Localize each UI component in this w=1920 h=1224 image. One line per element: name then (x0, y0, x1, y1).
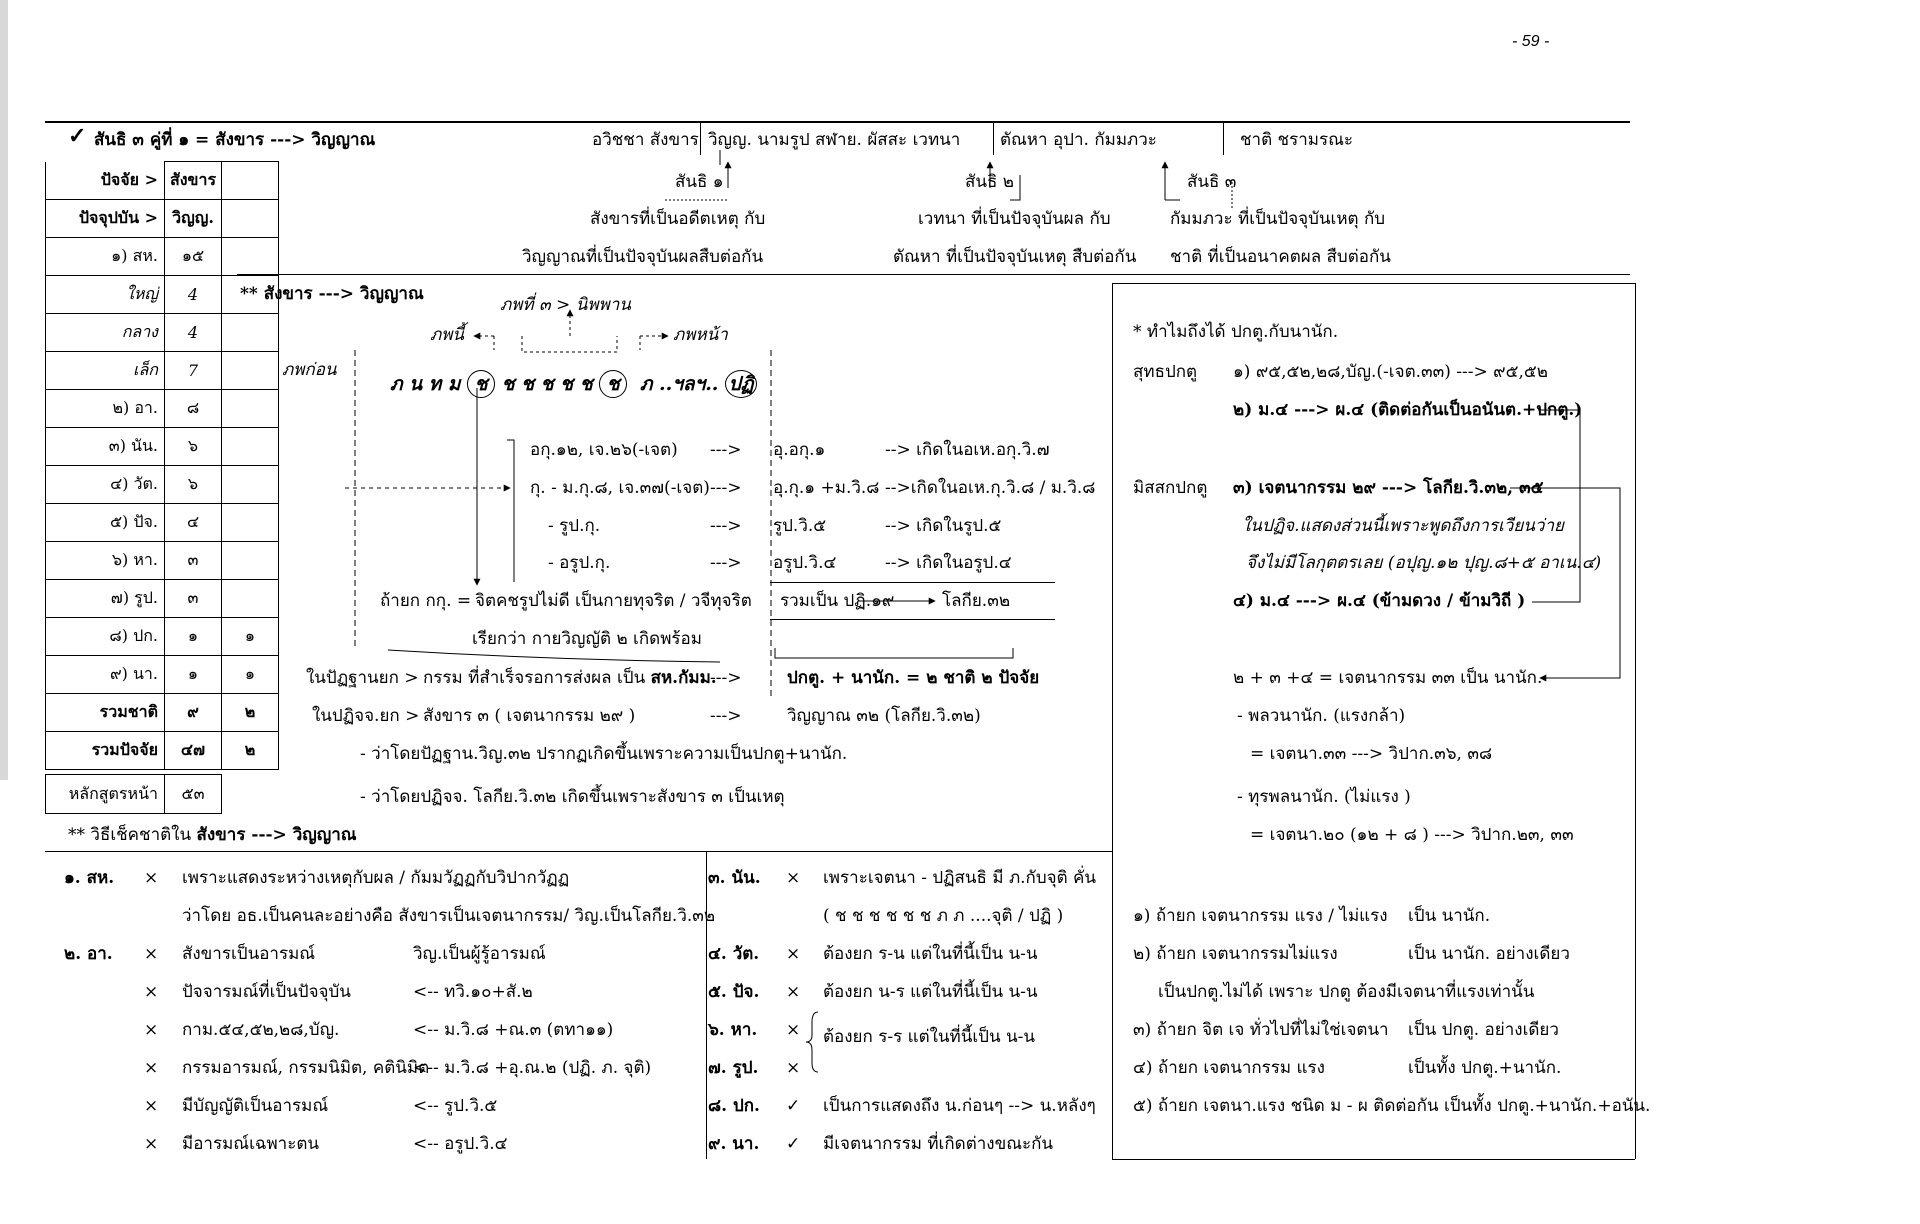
seq-part-a: ภ น ท ม (390, 373, 461, 395)
bhava-this-label: ภพนี้ (430, 325, 465, 345)
check-mid-text: มีเจตนากรรม ที่เกิดต่างขณะกัน (823, 1134, 1054, 1154)
kk-text: จิตคชรูปไม่ดี เป็นกายทุจริต / วจีทุจริต (475, 591, 752, 611)
sandhi-2-desc-b: ตัณหา ที่เป็นปัจจุบันเหตุ สืบต่อกัน (893, 247, 1137, 267)
check-mid-mark: ✓ (786, 1096, 801, 1116)
bhava-3-label: ภพที่ ๓ > นิพพาน (500, 295, 631, 315)
header-title: สันธิ ๓ คู่ที่ ๑ = สังขาร ---> วิญญาณ (94, 130, 376, 150)
check-right-result: เป็น ปกตู. อย่างเดียว (1408, 1020, 1559, 1040)
mapping-4-right: อรูป.วิ.๔ (773, 553, 837, 573)
patthana-label: ในปัฏฐานยก > (306, 668, 419, 688)
check-left-mark: × (144, 868, 159, 888)
check-left-text: กาม.๕๔,๕๒,๒๘,บัญ. (182, 1020, 340, 1040)
sum-result: โลกีย.๓๒ (942, 591, 1011, 611)
factor-sankhara-value: ๔๗ (165, 732, 222, 770)
mapping-2-right: อุ.กุ.๑ +ม.วิ.๘ (773, 478, 880, 498)
missaka-label: มิสสกปกตู (1133, 478, 1208, 498)
sandhi-2-desc-a: เวทนา ที่เป็นปัจจุบันผล กับ (918, 209, 1111, 229)
sandhi-2-bracket (1010, 175, 1020, 200)
check-mid-text: ต้องยก น-ร แต่ในที่นี้เป็น น-น (823, 982, 1038, 1002)
mapping-2-result: -->เกิดในอเห.กุ.วิ.๘ / ม.วิ.๘ (885, 478, 1096, 498)
factor-label: เล็ก (46, 352, 165, 390)
paticca-arrow: ---> (710, 706, 742, 726)
mapping-1-right: อุ.อกุ.๑ (773, 440, 826, 460)
missaka-connector (1510, 488, 1620, 678)
chain-segment-1: อวิชชา สังขาร (592, 130, 699, 150)
check-mid-label: ๖. หา. (708, 1020, 758, 1040)
check-left-text: มีบัญญัติเป็นอารมณ์ (182, 1096, 329, 1116)
formula-3: = เจตนา.๓๓ ---> วิปาก.๓๖, ๓๘ (1250, 744, 1493, 764)
seq-circle-3: ปฏิ (725, 370, 757, 398)
factor-sankhara-value: 7 (165, 352, 222, 390)
factor-label: ๔) วัต. (46, 466, 165, 504)
kk-label: ถ้ายก กกุ. = (380, 591, 472, 611)
factor-sankhara-value: สังขาร (165, 162, 222, 200)
factor-label: ๗) รูป. (46, 580, 165, 618)
factor-sankhara-value: 4 (165, 276, 222, 314)
brace-67 (806, 1012, 818, 1072)
patthana-text-main: กรรม ที่สำเร็จรอการส่งผล เป็น (423, 668, 646, 688)
chain-segment-4: ชาติ ชรามรณะ (1240, 130, 1353, 150)
mapping-4-result: --> เกิดในอรูป.๔ (885, 553, 1012, 573)
check-mid-label: ๘. ปก. (708, 1096, 760, 1116)
check-left-mark: × (144, 1134, 159, 1154)
factor-label: ๑) สห. (46, 238, 165, 276)
note-1: - ว่าโดยปัฏฐาน.วิญ.๓๒ ปรากฏเกิดขึ้นเพราะความเป็นปกตู+นานัก. (360, 744, 848, 764)
check-right-text: ๒) ถ้ายก เจตนากรรมไม่แรง (1133, 944, 1338, 964)
note-2: - ว่าโดยปฏิจจ. โลกีย.วิ.๓๒ เกิดขึ้นเพราะสังขาร ๓ เป็นเหตุ (360, 787, 785, 807)
section-heading: ** สังขาร ---> วิญญาณ (240, 284, 424, 304)
factor-label: ๘) ปก. (46, 618, 165, 656)
check-left-text: ว่าโดย อธ.เป็นคนละอย่างคือ สังขารเป็นเจตนากรรม/ วิญ.เป็นโลกีย.วิ.๓๒ (182, 906, 716, 926)
check-left-ref: <-- อรูป.วิ.๔ (413, 1134, 508, 1154)
mapping-1-left: อกุ.๑๒, เจ.๒๖(-เจต) (530, 440, 678, 460)
factor-sankhara-value: วิญญ. (165, 200, 222, 238)
factor-label: ๒) อา. (46, 390, 165, 428)
seq-part-b: ช ช ช ช ช (501, 373, 593, 395)
brace-text: ต้องยก ร-ร แต่ในที่นี้เป็น น-น (823, 1027, 1035, 1047)
suddha-item-2: ๒) ม.๔ ---> ผ.๔ (ติดต่อกันเป็นอนันต.+ปกตู.) (1233, 400, 1583, 420)
factor-label: ปัจจุปบัน > (46, 200, 165, 238)
factor-sankhara-value: ๘ (165, 390, 222, 428)
formula-4: - ทุรพลนานัก. (ไม่แรง ) (1237, 787, 1411, 807)
sandhi-2-label: สันธิ ๒ (965, 172, 1014, 192)
suddha-item-1: ๑) ๙๕,๕๒,๒๘,บัญ.(-เจต.๓๓) ---> ๙๕,๕๒ (1233, 362, 1548, 382)
missaka-item-3: ๓) เจตนากรรม ๒๙ ---> โลกีย.วิ.๓๒, ๓๕ (1233, 478, 1544, 498)
missaka-note-1: ในปฏิจ.แสดงส่วนนี้เพราะพูดถึงการเวียนว่าย (1242, 516, 1564, 536)
check-mid-label: ๗. รูป. (708, 1058, 759, 1078)
check-mid-text: เพราะเจตนา - ปฏิสนธิ มี ภ.กับจุติ คั่น (823, 868, 1097, 888)
check-mid-text: ต้องยก ร-น แต่ในที่นี้เป็น น-น (823, 944, 1038, 964)
check-mid-label: ๙. นา. (708, 1134, 760, 1154)
sandhi-3-desc-a: กัมมภวะ ที่เป็นปัจจุบันเหตุ กับ (1170, 209, 1386, 229)
check-right-text: ๔) ถ้ายก เจตนากรรม แรง (1133, 1058, 1325, 1078)
factor-label: ๖) หา. (46, 542, 165, 580)
page-number: - 59 - (1512, 33, 1550, 50)
formula-2: - พลวนานัก. (แรงกล้า) (1237, 706, 1406, 726)
factor-sankhara-value: ๑ (165, 618, 222, 656)
chain-segment-3: ตัณหา อุปา. กัมมภวะ (1000, 130, 1157, 150)
bhava-prev-label: ภพก่อน (282, 360, 337, 380)
sandhi-3-desc-b: ชาติ ที่เป็นอนาคตผล สืบต่อกัน (1170, 247, 1391, 267)
factor-label: ๕) ปัจ. (46, 504, 165, 542)
check-right-text: ๑) ถ้ายก เจตนากรรม แรง / ไม่แรง (1133, 906, 1388, 926)
bhava-3-bracket (522, 336, 617, 352)
check-left-text: กรรมอารมณ์, กรรมนิมิต, คตินิมิต (182, 1058, 430, 1078)
right-question: * ทำไมถึงได้ ปกตู.กับนานัก. (1133, 322, 1339, 342)
mapping-1-result: --> เกิดในอเห.อกุ.วิ.๗ (885, 440, 1050, 460)
footnote-text: ** วิธีเช็คชาติใน (68, 825, 192, 845)
factor-vinnana-value: ๑ (222, 618, 279, 656)
check-mid-mark: × (786, 1020, 801, 1040)
mapping-2-arrow: ---> (710, 478, 742, 498)
check-mid-text: ( ช ช ช ช ช ช ภ ภ ....จุติ / ปฏิ ) (823, 906, 1064, 926)
paticca-label: ในปฏิจจ.ยก > (312, 706, 420, 726)
check-left-mark: × (144, 1096, 159, 1116)
patthana-arrow: ---> (710, 668, 742, 688)
check-left-mark: × (144, 982, 159, 1002)
mapping-1-arrow: ---> (710, 440, 742, 460)
check-mid-mark: × (786, 982, 801, 1002)
patthana-text-bold: สห.กัมม. (650, 668, 717, 688)
sandhi-1-desc-b: วิญญาณที่เป็นปัจจุบันผลสืบต่อกัน (522, 247, 764, 267)
check-mid-text: เป็นการแสดงถึง น.ก่อนๆ --> น.หลังๆ (823, 1096, 1096, 1116)
check-left-ref: <-- ม.วิ.๘ +อุ.ณ.๒ (ปฏิ. ภ. จุติ) (413, 1058, 652, 1078)
sum-bracket (775, 648, 1013, 658)
mapping-3-arrow: ---> (710, 516, 742, 536)
paticca-text: สังขาร ๓ ( เจตนากรรม ๒๙ ) (423, 706, 636, 726)
factor-vinnana-value: ๑ (222, 656, 279, 694)
factor-sankhara-value: ๓ (165, 542, 222, 580)
check-left-text: สังขารเป็นอารมณ์ (182, 944, 316, 964)
check-right-text: เป็นปกตู.ไม่ได้ เพราะ ปกตู ต้องมีเจตนาที่แรงเท่านั้น (1158, 982, 1535, 1002)
check-right-text: ๓) ถ้ายก จิต เจ ทั่วไปที่ไม่ใช่เจตนา (1133, 1020, 1389, 1040)
footnote-bold: สังขาร ---> วิญญาณ (196, 825, 357, 845)
factor-label: ๓) นัน. (46, 428, 165, 466)
suddha-label: สุทธปกตู (1133, 362, 1198, 382)
check-mid-label: ๕. ปัจ. (708, 982, 760, 1002)
check-left-text: ปัจจารมณ์ที่เป็นปัจจุบัน (182, 982, 351, 1002)
missaka-item-4: ๔) ม.๔ ---> ผ.๔ (ข้ามดวง / ข้ามวิถี ) (1233, 591, 1526, 611)
factor-label: รวมชาติ (46, 694, 165, 732)
check-left-ref: <-- ม.วิ.๘ +ณ.๓ (ตทา๑๑) (413, 1020, 614, 1040)
factor-sankhara-value: ๑ (165, 656, 222, 694)
factor-vinnana-value: ๒ (222, 694, 279, 732)
mapping-3-left: - รูป.กุ. (548, 516, 601, 536)
check-mid-mark: × (786, 1058, 801, 1078)
formula-5: = เจตนา.๒๐ (๑๒ + ๘ ) ---> วิปาก.๒๓, ๓๓ (1250, 825, 1574, 845)
check-left-label: ๒. อา. (64, 944, 113, 964)
check-mid-label: ๓. นัน. (708, 868, 761, 888)
factor-label: ๙) นา. (46, 656, 165, 694)
check-left-text: มีอารมณ์เฉพาะตน (182, 1134, 320, 1154)
mapping-4-arrow: ---> (710, 553, 742, 573)
patthana-result: ปกตู. + นานัก. = ๒ ชาติ ๒ ปัจจัย (787, 668, 1040, 688)
mapping-4-left: - อรูป.กุ. (548, 553, 611, 573)
check-right-result: เป็นทั้ง ปกตู.+นานัก. (1408, 1058, 1562, 1078)
chain-segment-2: วิญญ. นามรูป สฬาย. ผัสสะ เวทนา (708, 130, 961, 150)
check-left-label: ๑. สห. (64, 868, 115, 888)
check-left-ref: <-- รูป.วิ.๕ (413, 1096, 498, 1116)
factor-sankhara-value: ๖ (165, 466, 222, 504)
check-icon: ✓ (68, 123, 87, 149)
check-right-result: เป็น นานัก. (1408, 906, 1491, 926)
check-left-mark: × (144, 1020, 159, 1040)
sandhi-1-label: สันธิ ๑ (675, 172, 724, 192)
seq-circle-1: ช (467, 370, 495, 398)
seq-part-d: ภ ..ฯลฯ.. (639, 373, 719, 395)
factor-sankhara-value: ๖ (165, 428, 222, 466)
check-left-mark: × (144, 944, 159, 964)
course-page-value: ๕๓ (165, 775, 222, 814)
check-left-mark: × (144, 1058, 159, 1078)
kk-underline (388, 650, 720, 662)
factor-label: ปัจจัย > (46, 162, 165, 200)
factor-sankhara-value: ๑๕ (165, 238, 222, 276)
check-mid-mark: × (786, 944, 801, 964)
suddha-connector (1532, 410, 1580, 602)
factor-vinnana-value: ๒ (222, 732, 279, 770)
check-left-ref: <-- ทวิ.๑๐+สั.๒ (413, 982, 533, 1002)
factor-sankhara-value: ๓ (165, 580, 222, 618)
sum-text: รวมเป็น ปฏิ.๑๙ (780, 591, 895, 611)
sandhi-1-desc-a: สังขารที่เป็นอดีตเหตุ กับ (590, 209, 766, 229)
mapping-3-result: --> เกิดในรูป.๕ (885, 516, 1002, 536)
mapping-2-left: กุ. - ม.กุ.๘, เจ.๓๗(-เจต) (530, 478, 710, 498)
factor-sankhara-value: ๙ (165, 694, 222, 732)
missaka-note-2: จึงไม่มีโลกุตตรเลย (อปุญ.๑๒ ปุญ.๘+๕ อาเน.๔) (1246, 553, 1602, 573)
sandhi-3-label: สันธิ ๓ (1187, 172, 1237, 192)
factor-label: กลาง (46, 314, 165, 352)
paticca-result: วิญญาณ ๓๒ (โลกีย.วิ.๓๒) (787, 706, 981, 726)
seq-circle-2: ช (599, 370, 627, 398)
course-page-label: หลักสูตรหน้า (46, 775, 165, 814)
factor-label: ใหญ่ (46, 276, 165, 314)
check-mid-mark: × (786, 868, 801, 888)
check-mid-label: ๔. วัต. (708, 944, 760, 964)
factor-sankhara-value: ๔ (165, 504, 222, 542)
check-mid-mark: ✓ (786, 1134, 801, 1154)
check-right-text: ๕) ถ้ายก เจตนา.แรง ชนิด ม - ผ ติดต่อกัน เป็นทั้ง ปกตู.+นานัก.+อนัน. (1133, 1096, 1651, 1116)
kk-text-2: เรียกว่า กายวิญญัติ ๒ เกิดพร้อม (472, 629, 702, 649)
bhava-next-label: ภพหน้า (673, 325, 728, 345)
check-left-ref: วิญ.เป็นผู้รู้อารมณ์ (413, 944, 546, 964)
factor-sankhara-value: 4 (165, 314, 222, 352)
mapping-3-right: รูป.วิ.๕ (773, 516, 827, 536)
formula-1: ๒ + ๓ +๔ = เจตนากรรม ๓๓ เป็น นานัก. (1233, 668, 1543, 688)
check-right-result: เป็น นานัก. อย่างเดียว (1408, 944, 1570, 964)
akusala-bracket (507, 440, 514, 582)
check-left-text: เพราะแสดงระหว่างเหตุกับผล / กัมมวัฏฏกับวิปากวัฏฏ (182, 868, 570, 888)
factor-label: รวมปัจจัย (46, 732, 165, 770)
